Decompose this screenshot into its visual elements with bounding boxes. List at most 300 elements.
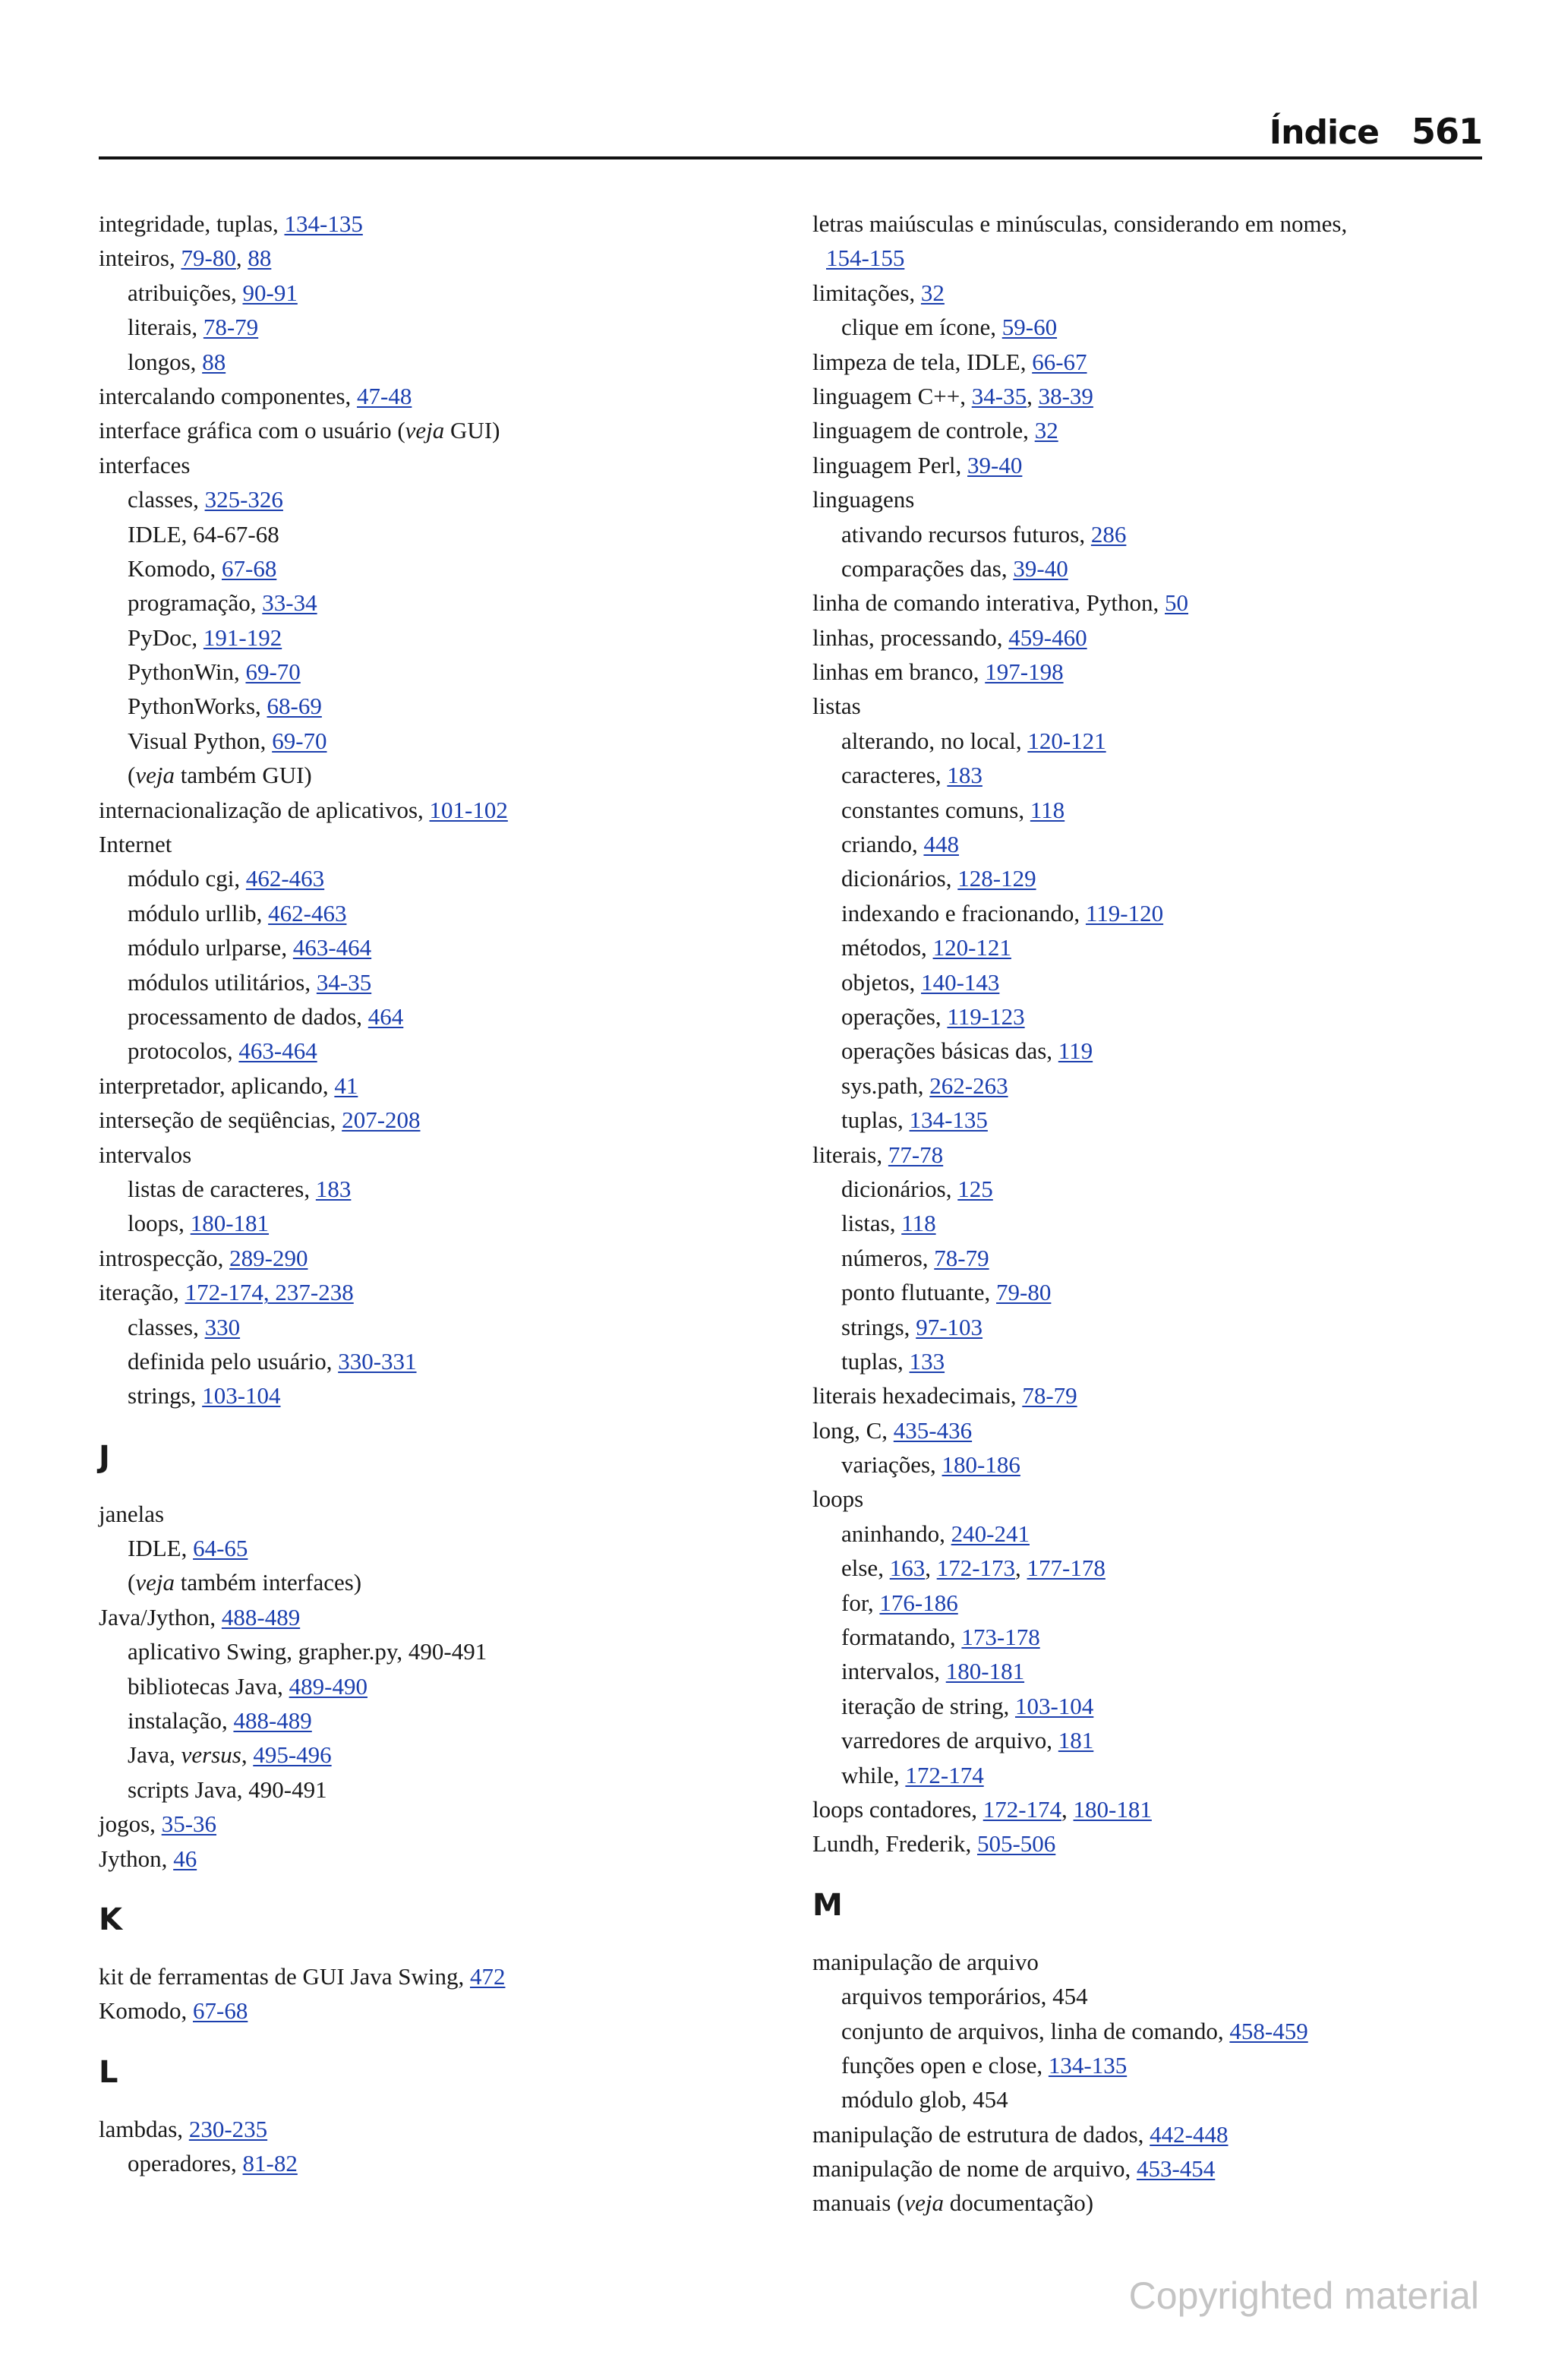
index-entry-text: Visual Python,	[128, 727, 273, 754]
page-reference-link[interactable]: 289-290	[229, 1244, 308, 1271]
index-subentry	[99, 1172, 805, 1206]
page-reference-link[interactable]: 120-121	[932, 934, 1011, 961]
index-entry-text: Java/Jython,	[99, 1603, 222, 1630]
page-reference-link[interactable]: 325-326	[204, 486, 283, 513]
index-entry	[99, 1842, 805, 1876]
index-subentry	[99, 2146, 805, 2180]
page-reference-link[interactable]: 176-186	[879, 1589, 958, 1616]
index-entry	[812, 586, 1496, 620]
index-entry-text: PythonWorks,	[128, 693, 267, 720]
index-entry-text: manuais (	[812, 2189, 905, 2217]
index-entry-text: kit de ferramentas de GUI Java Swing,	[99, 1962, 470, 1990]
index-entry-text: protocolos,	[128, 1037, 239, 1065]
index-subentry	[812, 1723, 1496, 1757]
index-entry-text: intervalos	[99, 1141, 192, 1168]
index-entry-italic-text: veja	[135, 1569, 175, 1596]
page-reference-link[interactable]: 38-39	[1038, 382, 1093, 409]
page-reference-link[interactable]: 79-80	[181, 245, 236, 272]
index-subentry	[812, 827, 1496, 861]
index-entry-text: manipulação de nome de arquivo,	[812, 2155, 1137, 2183]
index-subentry	[812, 758, 1496, 792]
page-reference-link[interactable]: 154-155	[826, 245, 905, 272]
page-reference-link[interactable]: 177-178	[1027, 1555, 1106, 1582]
index-entry-text: constantes comuns,	[841, 796, 1030, 823]
index-entry	[812, 2117, 1496, 2151]
index-entry	[99, 1497, 805, 1531]
page-reference-link[interactable]: 67-68	[222, 554, 277, 582]
index-entry	[812, 1826, 1496, 1861]
index-entry	[99, 1993, 805, 2028]
copyright-watermark: Copyrighted material	[1128, 2274, 1479, 2317]
index-entry-text: também interfaces)	[174, 1569, 362, 1596]
index-entry-text: indexando e fracionando,	[841, 899, 1086, 926]
page-reference-link[interactable]: 183	[315, 1175, 352, 1202]
page-reference-link[interactable]: 32	[1034, 417, 1058, 444]
index-entry	[99, 1241, 805, 1275]
index-entry	[99, 379, 805, 413]
index-entry-text: dicionários,	[841, 1175, 958, 1202]
page-reference-link[interactable]: 180-181	[190, 1210, 270, 1237]
index-entry-text: else,	[841, 1555, 890, 1582]
page-reference-link[interactable]: 35-36	[161, 1810, 217, 1838]
index-entry	[812, 448, 1496, 482]
index-subentry	[99, 482, 805, 516]
index-subentry	[812, 999, 1496, 1034]
page-reference-link[interactable]: 50	[1165, 589, 1189, 617]
page-reference-link[interactable]: 462-463	[268, 899, 347, 926]
page-reference-link[interactable]: 68-69	[267, 693, 322, 720]
index-entry	[812, 2186, 1496, 2220]
index-entry-text: ,	[235, 245, 248, 272]
index-entry-text: listas,	[841, 1210, 902, 1237]
index-entry-text: alterando, no local,	[841, 727, 1028, 754]
index-subentry	[812, 965, 1496, 999]
index-entry-text: lambdas,	[99, 2115, 189, 2142]
index-entry-text: iteração de string,	[841, 1692, 1015, 1719]
page-reference-link[interactable]: 41	[334, 1072, 358, 1099]
index-subentry	[812, 1103, 1496, 1137]
index-entry-text: PythonWin,	[128, 658, 246, 686]
index-subentry	[812, 1654, 1496, 1688]
index-entry	[812, 207, 1496, 241]
index-subentry	[812, 724, 1496, 758]
index-entry-text: operações,	[841, 1002, 948, 1030]
section-gap	[99, 1413, 805, 1435]
page-reference-link[interactable]: 78-79	[1022, 1382, 1077, 1409]
index-entry-italic-text: veja	[904, 2189, 945, 2217]
page-reference-link[interactable]: 191-192	[203, 623, 282, 651]
index-entry-text: interpretador, aplicando,	[99, 1072, 335, 1099]
index-entry-text: PyDoc,	[128, 623, 203, 651]
index-entry-text: processamento de dados,	[128, 1002, 368, 1030]
index-subentry	[99, 1565, 805, 1599]
page-reference-link[interactable]: 207-208	[342, 1106, 421, 1134]
page-reference-link[interactable]: 39-40	[967, 451, 1023, 478]
section-gap	[99, 2028, 805, 2050]
page-reference-link[interactable]: 134-135	[909, 1106, 988, 1134]
page-reference-link[interactable]: 97-103	[916, 1313, 983, 1340]
index-entry-text: jogos,	[99, 1810, 162, 1838]
index-entry-text: (	[128, 1569, 136, 1596]
header-section-title: Índice	[1269, 113, 1379, 152]
page-reference-link[interactable]: 119-120	[1085, 899, 1164, 926]
index-entry-text: loops,	[128, 1210, 191, 1237]
page-reference-link[interactable]: 46	[173, 1845, 197, 1872]
index-entry-text: ,	[925, 1555, 937, 1582]
index-subentry	[812, 1689, 1496, 1723]
index-entry-text: métodos,	[841, 934, 933, 961]
page-reference-link[interactable]: 47-48	[357, 382, 412, 409]
index-entry-text: intercalando componentes,	[99, 382, 358, 409]
index-subentry	[812, 1068, 1496, 1103]
index-subentry	[99, 586, 805, 620]
index-entry	[99, 1103, 805, 1137]
index-entry	[99, 1138, 805, 1172]
index-subentry	[99, 861, 805, 895]
index-entry-text: Java,	[128, 1741, 181, 1769]
index-entry	[812, 1138, 1496, 1172]
index-entry-text: inteiros,	[99, 245, 181, 272]
index-entry-text: módulos utilitários,	[128, 968, 317, 996]
index-subentry	[99, 1669, 805, 1703]
page-reference-link[interactable]: 128-129	[957, 865, 1036, 892]
page-number: 561	[1411, 111, 1482, 152]
index-entry-text: conjunto de arquivos, linha de comando,	[841, 2017, 1230, 2044]
index-subentry	[99, 1378, 805, 1413]
index-entry-text: módulo cgi,	[128, 865, 246, 892]
page-reference-link[interactable]: 39-40	[1013, 554, 1068, 582]
index-entry	[812, 413, 1496, 447]
index-letter-heading: J	[99, 1439, 110, 1475]
page-reference-link[interactable]: 90-91	[242, 279, 298, 306]
page-reference-link[interactable]: 69-70	[272, 727, 327, 754]
index-subentry	[99, 965, 805, 999]
page-reference-link[interactable]: 173-178	[961, 1624, 1040, 1651]
index-entry-text: definida pelo usuário,	[128, 1347, 339, 1375]
page-reference-link[interactable]: 103-104	[1014, 1692, 1094, 1719]
index-subentry	[812, 1206, 1496, 1240]
page-reference-link[interactable]: 435-436	[893, 1416, 973, 1444]
page-reference-link[interactable]: 230-235	[188, 2115, 268, 2142]
page-reference-link[interactable]: 180-181	[945, 1658, 1025, 1685]
index-entry	[812, 379, 1496, 413]
index-entry-text: linguagem Perl,	[812, 451, 968, 478]
index-entry-text: arquivos temporários, 454	[841, 1983, 1088, 2010]
index-entry-text: formatando,	[841, 1624, 962, 1651]
page-reference-link[interactable]: 172-174	[905, 1761, 984, 1788]
index-entry-text: Lundh, Frederik,	[812, 1830, 977, 1858]
page-reference-link[interactable]: 464	[367, 1002, 404, 1030]
index-entry-text: criando,	[841, 831, 924, 858]
index-entry-text: ativando recursos futuros,	[841, 520, 1091, 548]
index-entry	[99, 1807, 805, 1841]
index-entry	[812, 1413, 1496, 1447]
index-entry-text: módulo urllib,	[128, 899, 269, 926]
index-entry-text: operações básicas das,	[841, 1037, 1058, 1065]
page-reference-link[interactable]: 88	[248, 245, 272, 272]
index-subentry	[812, 793, 1496, 827]
index-entry-text: programação,	[128, 589, 263, 617]
index-entry-text: Komodo,	[99, 1997, 193, 2025]
index-entry	[812, 2151, 1496, 2186]
index-subentry	[812, 1586, 1496, 1620]
page-reference-link[interactable]: 32	[920, 279, 945, 306]
index-entry-text: clique em ícone,	[841, 314, 1002, 341]
page-reference-link[interactable]: 172-174	[983, 1795, 1062, 1823]
index-entry	[812, 620, 1496, 655]
page-reference-link[interactable]: 505-506	[976, 1830, 1056, 1858]
index-entry-text: classes,	[128, 1313, 205, 1340]
index-entry-text: interfaces	[99, 451, 191, 478]
page-reference-link[interactable]: 69-70	[245, 658, 301, 686]
index-entry-text: IDLE,	[128, 1535, 194, 1562]
index-letter-heading: M	[812, 1887, 843, 1923]
page-reference-link[interactable]: 119	[1058, 1037, 1093, 1065]
page-reference-link[interactable]: 120-121	[1027, 727, 1106, 754]
index-entry-text: letras maiúsculas e minúsculas, considerando em nomes,	[812, 210, 1348, 237]
index-subentry	[99, 1772, 805, 1807]
index-subentry	[812, 1344, 1496, 1378]
index-subentry	[812, 1517, 1496, 1551]
page-reference-link[interactable]: 118	[1030, 796, 1065, 823]
index-subentry	[99, 1344, 805, 1378]
index-entry-text: aplicativo Swing, grapher.py, 490-491	[128, 1638, 487, 1665]
index-entry	[99, 827, 805, 861]
index-entry-text: tuplas,	[841, 1347, 910, 1375]
page-reference-link[interactable]: 448	[923, 831, 959, 858]
page-reference-link[interactable]: 101-102	[429, 796, 508, 823]
index-entry-text: literais,	[128, 314, 203, 341]
index-entry-text: introspecção,	[99, 1244, 230, 1271]
index-entry-text: intervalos,	[841, 1658, 946, 1685]
page-reference-link[interactable]: 180-181	[1073, 1795, 1152, 1823]
index-subentry	[812, 930, 1496, 964]
index-subentry	[99, 896, 805, 930]
index-subentry	[99, 1206, 805, 1240]
index-entry-text: integridade, tuplas,	[99, 210, 285, 237]
index-subentry	[812, 896, 1496, 930]
index-entry-text: linhas em branco,	[812, 658, 986, 686]
index-entry-text: Jython,	[99, 1845, 174, 1872]
index-subentry	[99, 930, 805, 964]
index-column-left	[99, 207, 805, 2181]
index-subentry	[812, 1447, 1496, 1482]
index-entry-text: literais hexadecimais,	[812, 1382, 1023, 1409]
index-entry	[812, 1482, 1496, 1516]
index-subentry	[812, 1172, 1496, 1206]
index-subentry	[99, 1531, 805, 1565]
index-entry	[812, 1945, 1496, 1979]
index-entry-text: linguagem de controle,	[812, 417, 1035, 444]
page-reference-link[interactable]: 79-80	[996, 1279, 1052, 1306]
index-subentry	[812, 1551, 1496, 1585]
index-subentry	[99, 724, 805, 758]
page-reference-link[interactable]: 286	[1090, 520, 1127, 548]
index-entry	[99, 1959, 805, 1993]
index-entry	[812, 276, 1496, 310]
index-entry-text: listas de caracteres,	[128, 1175, 316, 1202]
page-reference-link[interactable]: 458-459	[1229, 2017, 1308, 2044]
page-reference-link[interactable]: 140-143	[921, 968, 1000, 996]
index-subentry	[99, 345, 805, 379]
index-entry	[812, 345, 1496, 379]
index-subentry	[99, 551, 805, 586]
page-reference-link[interactable]: 197-198	[985, 658, 1064, 686]
page-reference-link[interactable]: 81-82	[242, 2150, 298, 2177]
page-reference-link[interactable]: 64-65	[193, 1535, 248, 1562]
page-reference-link[interactable]: 34-35	[971, 382, 1027, 409]
page-reference-link[interactable]: 78-79	[203, 314, 259, 341]
index-entry	[99, 1600, 805, 1634]
index-column-right	[812, 207, 1496, 2221]
page-reference-link[interactable]: 119-123	[947, 1002, 1025, 1030]
index-entry	[99, 2112, 805, 2146]
index-entry-text: classes,	[128, 486, 205, 513]
page-reference-link[interactable]: 442-448	[1150, 2120, 1229, 2148]
index-subentry	[812, 1241, 1496, 1275]
index-entry	[99, 413, 805, 447]
page-reference-link[interactable]: 488-489	[233, 1707, 312, 1734]
page-reference-link[interactable]: 459-460	[1008, 623, 1087, 651]
index-entry	[812, 689, 1496, 723]
index-entry	[99, 793, 805, 827]
index-entry-text: dicionários,	[841, 865, 958, 892]
index-entry-text: Internet	[99, 831, 172, 858]
index-entry-italic-text: veja	[405, 417, 445, 444]
index-entry-text: ,	[1015, 1555, 1027, 1582]
index-subentry	[812, 2014, 1496, 2048]
index-entry-text: strings,	[128, 1382, 203, 1409]
page-reference-link[interactable]: 489-490	[289, 1672, 367, 1700]
page-reference-link[interactable]: 163	[889, 1555, 926, 1582]
page-reference-link[interactable]: 472	[469, 1962, 506, 1990]
index-entry-text: linguagem C++,	[812, 382, 972, 409]
index-letter-heading: L	[99, 2054, 118, 2090]
index-entry-text: interface gráfica com o usuário (	[99, 417, 405, 444]
index-entry	[99, 448, 805, 482]
index-entry-text: GUI)	[444, 417, 500, 444]
index-subentry	[812, 2082, 1496, 2116]
page-reference-link[interactable]: 183	[947, 762, 983, 789]
page-reference-link[interactable]: 463-464	[238, 1037, 317, 1065]
section-gap	[812, 1861, 1496, 1883]
page-reference-link[interactable]: 453-454	[1136, 2155, 1216, 2183]
page-reference-link[interactable]: 262-263	[929, 1072, 1008, 1099]
index-subentry	[99, 689, 805, 723]
index-subentry	[99, 1310, 805, 1344]
page-reference-link[interactable]: 66-67	[1032, 348, 1087, 375]
index-entry-text: módulo urlparse,	[128, 934, 293, 961]
index-subentry	[812, 517, 1496, 551]
page-reference-link[interactable]: 180-186	[942, 1451, 1020, 1479]
page-reference-link[interactable]: 118	[901, 1210, 936, 1237]
index-entry-text: linha de comando interativa, Python,	[812, 589, 1165, 617]
index-entry	[812, 1378, 1496, 1413]
page-reference-link[interactable]: 77-78	[888, 1141, 944, 1168]
page-reference-link[interactable]: 59-60	[1001, 314, 1058, 341]
index-entry-text: sys.path,	[841, 1072, 930, 1099]
page-reference-link[interactable]: 495-496	[253, 1741, 332, 1769]
index-entry-text: instalação,	[128, 1707, 234, 1734]
index-subentry	[99, 655, 805, 689]
index-entry-text: limpeza de tela, IDLE,	[812, 348, 1033, 375]
page-reference-link[interactable]: 172-173	[936, 1555, 1016, 1582]
page-reference-link[interactable]: 134-135	[284, 210, 363, 237]
index-subentry	[812, 1034, 1496, 1068]
index-entry-text: tuplas,	[841, 1106, 910, 1134]
page-reference-link[interactable]: 463-464	[292, 934, 372, 961]
index-entry-text: bibliotecas Java,	[128, 1672, 289, 1700]
page-reference-link[interactable]: 33-34	[262, 589, 317, 617]
index-entry-text: IDLE, 64-67-68	[128, 520, 279, 548]
page-reference-link[interactable]: 134-135	[1048, 2051, 1128, 2079]
index-subentry	[812, 310, 1496, 344]
index-subentry	[99, 758, 805, 792]
page-reference-link[interactable]: 125	[957, 1175, 993, 1202]
index-entry-text: também GUI)	[174, 762, 312, 789]
page-reference-link[interactable]: 78-79	[934, 1244, 989, 1271]
page-reference-link[interactable]: 330-331	[338, 1347, 417, 1375]
index-entry	[99, 1068, 805, 1103]
index-subentry	[99, 276, 805, 310]
page-reference-link[interactable]: 181	[1058, 1727, 1094, 1754]
page-reference-link[interactable]: 240-241	[951, 1520, 1030, 1547]
index-subentry	[99, 620, 805, 655]
index-entry	[99, 207, 805, 241]
index-letter-heading: K	[99, 1902, 122, 1937]
index-subentry	[812, 1310, 1496, 1344]
index-entry-text: while,	[841, 1761, 906, 1788]
index-subentry	[99, 1634, 805, 1668]
index-entry	[99, 241, 805, 275]
page-reference-link[interactable]: 88	[202, 348, 226, 375]
index-entry	[812, 655, 1496, 689]
page-reference-link[interactable]: 488-489	[221, 1603, 301, 1630]
index-entry-text: interseção de seqüências,	[99, 1106, 342, 1134]
index-entry-text: caracteres,	[841, 762, 948, 789]
index-subentry	[812, 1275, 1496, 1309]
index-subentry	[812, 1979, 1496, 2013]
index-entry-italic-text: veja	[135, 762, 175, 789]
page-reference-link[interactable]: 34-35	[316, 968, 372, 996]
section-gap	[99, 1876, 805, 1897]
index-entry-text: manipulação de arquivo	[812, 1948, 1039, 1975]
index-entry-text: objetos,	[841, 968, 922, 996]
index-subentry	[99, 999, 805, 1034]
running-header	[99, 108, 1482, 159]
index-entry	[812, 1792, 1496, 1826]
page-reference-link[interactable]: 172-174, 237-238	[185, 1279, 354, 1306]
page-reference-link[interactable]: 67-68	[193, 1997, 248, 2025]
index-entry-text: operadores,	[128, 2150, 243, 2177]
index-entry-text: linhas, processando,	[812, 623, 1009, 651]
index-entry-text: módulo glob, 454	[841, 2086, 1008, 2113]
index-entry	[99, 1275, 805, 1309]
index-entry-text: scripts Java, 490-491	[128, 1776, 327, 1803]
index-entry-text: listas	[812, 693, 861, 720]
index-subentry	[812, 551, 1496, 586]
page-reference-link[interactable]: 103-104	[202, 1382, 281, 1409]
index-subentry	[812, 2048, 1496, 2082]
page-reference-link[interactable]: 462-463	[245, 865, 325, 892]
page-reference-link[interactable]: 133	[909, 1347, 945, 1375]
index-subentry	[99, 1034, 805, 1068]
index-subentry	[812, 861, 1496, 895]
index-entry-text: janelas	[99, 1500, 165, 1527]
page-reference-link[interactable]: 330	[204, 1313, 241, 1340]
index-entry-text: strings,	[841, 1313, 916, 1340]
index-entry-text: documentação)	[944, 2189, 1094, 2217]
